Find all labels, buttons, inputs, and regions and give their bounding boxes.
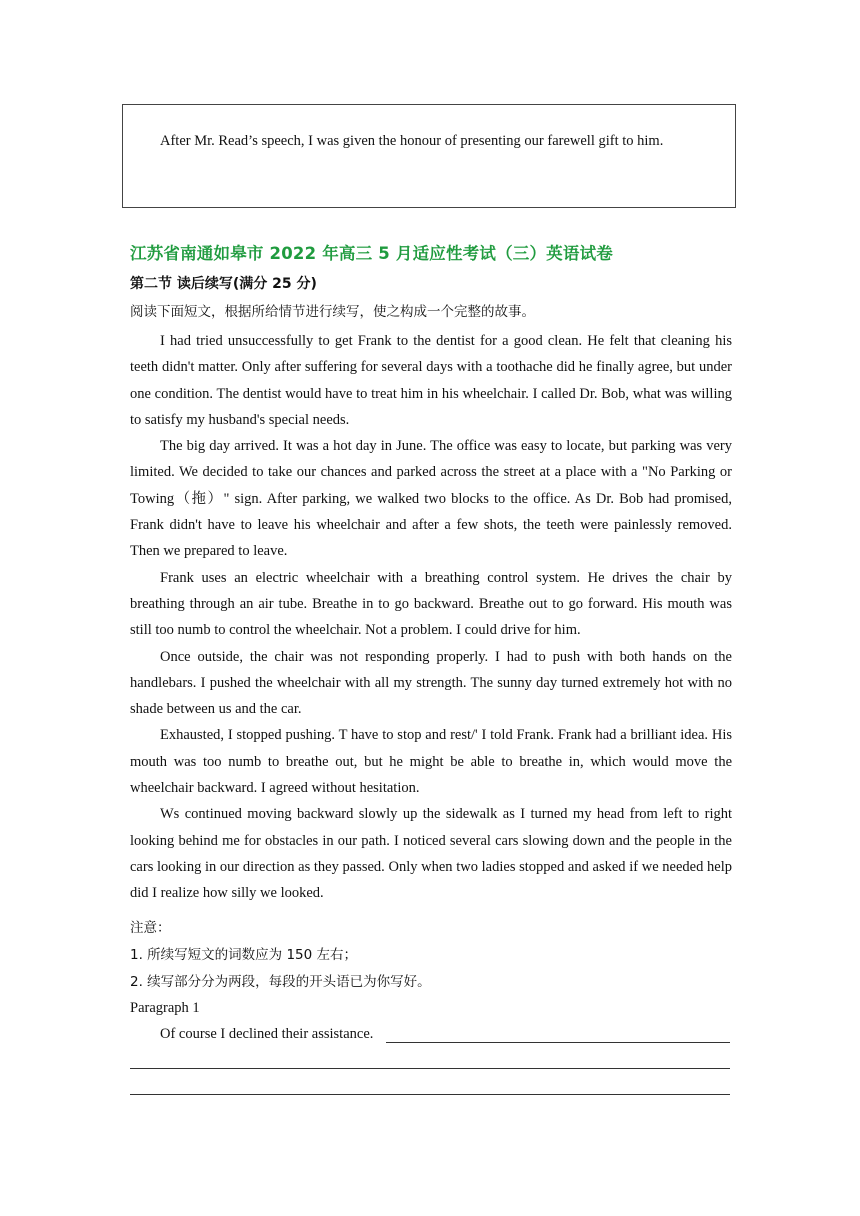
passage-paragraph: Frank uses an electric wheelchair with a breathing control system. He drives the chair by breathing through an air tube. Breathe in to go backward. Breathe out to go forward. His mouth was still too numb to control the wheelchair. Not a problem. I could drive for him. [130,569,732,639]
exam-title: 江苏省南通如皋市 2022 年高三 5 月适应性考试（三）英语试卷 [130,244,613,263]
instruction: 阅读下面短文，根据所给情节进行续写，使之构成一个完整的故事。 [130,304,535,320]
note-item-1: 1. 所续写短文的词数应为 150 左右； [130,947,358,963]
passage [130,328,732,907]
answer-line[interactable] [130,1094,730,1095]
passage-paragraph: Exhausted, I stopped pushing. T have to stop and rest/' I told Frank. Frank had a brilliant idea. His mouth was too numb to breathe out, but he might be able to breathe in, which would move the wheelchair backward. I agreed without hesitation. [130,727,732,797]
answer-line[interactable] [130,1068,730,1069]
passage-paragraph: Ws continued moving backward slowly up the sidewalk as I turned my head from left to right looking behind me for obstacles in our path. I noticed several cars slowing down and the people in the cars looking in our direction as they passed. Only when two ladies stopped and asked if we needed help did I realize how silly we looked. [130,806,732,902]
passage-paragraph: The big day arrived. It was a hot day in June. The office was easy to locate, but parking was very limited. We decided to take our chances and parked across the street at a place with a "No Parking or Towing（拖）" sign. After parking, we walked two blocks to the office. As Dr. Bob had promised, Frank didn't have to leave his wheelchair and after a few shots, the teeth were painlessly removed. Then we prepared to leave. [130,438,732,560]
previous-question-box [122,104,736,208]
paragraph1-label: Paragraph 1 [130,1000,200,1016]
section-heading: 第二节 读后续写(满分 25 分) [130,276,317,292]
answer-line[interactable] [386,1042,730,1043]
passage-paragraph: Once outside, the chair was not responding properly. I had to push with both hands on the handlebars. I pushed the wheelchair with all my strength. The sunny day turned extremely hot with no shade between us and the car. [130,648,732,718]
passage-paragraph: I had tried unsuccessfully to get Frank to the dentist for a good clean. He felt that cleaning his teeth didn't matter. Only after suffering for several days with a toothache did he finally agree, but under one condition. The dentist would have to treat him in his wheelchair. I called Dr. Bob, what was willing to satisfy my husband's special needs. [130,333,732,428]
notes-heading: 注意： [130,920,171,936]
paragraph1-opening: Of course I declined their assistance. [160,1026,374,1042]
box-sentence: After Mr. Read’s speech, I was given the honour of presenting our farewell gift to him. [160,133,664,149]
note-item-2: 2. 续写部分分为两段，每段的开头语已为你写好。 [130,974,431,990]
